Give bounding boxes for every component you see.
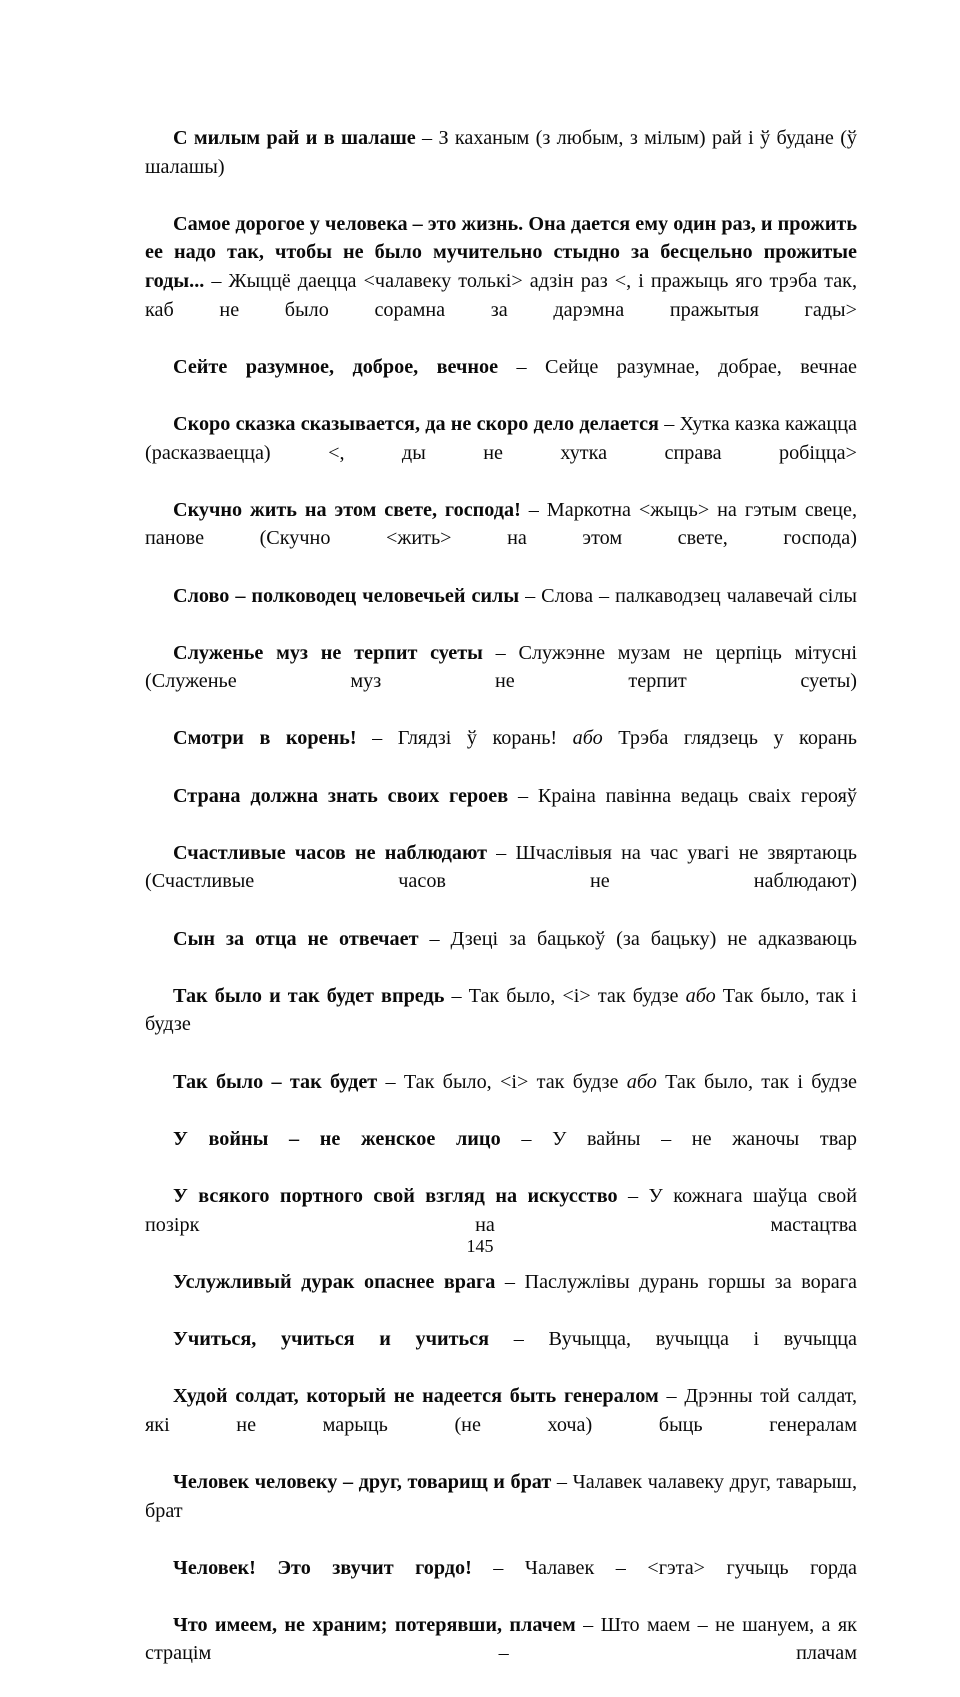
dictionary-entry	[145, 410, 857, 496]
entry-separator: –	[498, 355, 546, 378]
entry-separator: –	[356, 727, 398, 750]
dictionary-entry	[145, 1611, 857, 1697]
entry-translation: Краіна павінна ведаць сваіх герояў	[537, 784, 858, 807]
entry-translation: З каханым (з любым, з мілым) рай і ў будане (ў шалашы)	[145, 127, 858, 178]
entry-separator: –	[418, 927, 451, 950]
entry-headword: Скоро сказка сказывается, да не скоро дело делается	[173, 412, 659, 435]
entry-headword: Счастливые часов не наблюдают	[173, 841, 488, 864]
entry-translation: Служэнне музам не церпіць мітусні (Служенье муз не терпит суеты)	[145, 641, 858, 693]
dictionary-entry	[145, 1268, 857, 1325]
dictionary-entry	[145, 639, 857, 725]
entry-separator: –	[495, 1270, 525, 1293]
entry-separator: –	[377, 1070, 404, 1093]
entry-translation: У вайны – не жаночы твар	[552, 1127, 858, 1150]
entry-headword: Услужливый дурак опаснее врага	[173, 1270, 496, 1293]
entry-separator: –	[487, 841, 516, 864]
entry-headword: Сейте разумное, доброе, вечное	[173, 355, 499, 378]
entry-translation: Слова – палкаводзец чалавечай сілы	[541, 584, 857, 607]
entry-headword: Что имеем, не храним; потерявши, плачем	[173, 1613, 576, 1636]
entry-headword: Слово – полководец человечьей силы	[173, 584, 520, 607]
entry-translation: Чалавек – <гэта> гучыць горда	[524, 1556, 857, 1579]
entry-separator: –	[519, 584, 542, 607]
entry-headword: У всякого портного свой взгляд на искусство	[173, 1184, 618, 1207]
entry-headword: Человек человеку – друг, товарищ и брат	[173, 1470, 552, 1493]
entry-translation: Хутка казка кажацца (расказваецца) <, ды не хутка справа робіцца>	[145, 412, 857, 464]
entry-headword: Самое дорогое у человека – это жизнь. Она дается ему один раз, и прожить ее надо так, чтобы не было мучительно стыдно за бесцельно прожитые годы...	[145, 212, 857, 292]
dictionary-entry	[145, 496, 857, 582]
entry-translation: Жыццё даецца <чалавеку толькі> адзін раз <, і пражыць яго трэба так, каб не было сорамна за дарэмна пражытыя гады>	[145, 269, 858, 321]
entry-translation-post: Так было, так і будзе	[656, 1070, 857, 1093]
entry-separator: –	[482, 641, 519, 664]
entry-translation: Чалавек чалавеку друг, таварыш, брат	[145, 1470, 857, 1522]
dictionary-entry	[145, 839, 857, 925]
dictionary-entry	[145, 582, 857, 639]
page-number: 145	[466, 1236, 494, 1256]
entry-translation: Маркотна <жыць> на гэтым свеце, панове (Скучно <жить> на этом свете, господа)	[145, 498, 857, 550]
entry-headword: Смотри в корень!	[173, 727, 357, 750]
dictionary-entry	[145, 925, 857, 982]
dictionary-entry	[145, 124, 857, 210]
entry-list	[145, 124, 857, 1697]
dictionary-entry	[145, 1468, 857, 1554]
entry-translation: Дзеці за бацькоў (за бацьку) не адказваюць	[450, 927, 857, 950]
entry-translation-pre: Так было, <і> так будзе	[468, 984, 686, 1007]
entry-translation-pre: Глядзі ў корань!	[397, 727, 573, 750]
entry-separator: –	[500, 1127, 553, 1150]
entry-headword: Служенье муз не терпит суеты	[173, 641, 483, 664]
dictionary-entry	[145, 1325, 857, 1382]
entry-separator: –	[658, 412, 680, 435]
entry-translation: Дрэнны той салдат, які не марыць (не хоча) быць генералам	[145, 1385, 857, 1436]
entry-headword: Худой солдат, который не надеется быть генералом	[173, 1385, 659, 1408]
entry-separator: –	[551, 1470, 573, 1493]
dictionary-entry	[145, 782, 857, 839]
dictionary-entry	[145, 1554, 857, 1611]
entry-translation: У кожнага шаўца свой позірк на мастацтва	[145, 1184, 858, 1236]
entry-translation-alt-marker: або	[626, 1070, 657, 1093]
entry-headword: Учиться, учиться и учиться	[173, 1327, 490, 1350]
dictionary-entry	[145, 1125, 857, 1182]
entry-separator: –	[520, 498, 547, 521]
entry-translation: Што маем – не шануем, а як страцім – плачам	[145, 1613, 857, 1665]
entry-headword: У войны – не женское лицо	[173, 1127, 501, 1150]
entry-separator: –	[575, 1613, 601, 1636]
dictionary-entry	[145, 353, 857, 410]
entry-separator: –	[489, 1327, 549, 1350]
entry-translation-alt-marker: або	[572, 727, 603, 750]
entry-separator: –	[617, 1184, 649, 1207]
dictionary-entry	[145, 210, 857, 353]
entry-headword: Скучно жить на этом свете, господа!	[173, 498, 521, 521]
entry-separator: –	[508, 784, 538, 807]
entry-separator: –	[471, 1556, 525, 1579]
entry-translation-post: Так было, так і будзе	[145, 984, 858, 1036]
entry-separator: –	[415, 127, 439, 149]
entry-translation: Вучыцца, вучыцца і вучыцца	[548, 1327, 858, 1350]
dictionary-entry	[145, 982, 857, 1068]
entry-separator: –	[444, 984, 469, 1007]
entry-translation-post: Трэба глядзець у корань	[602, 727, 858, 750]
entry-headword: Так было – так будет	[173, 1070, 378, 1093]
entry-headword: Сын за отца не отвечает	[173, 927, 419, 950]
entry-translation: Шчаслівыя на час увагі не звяртаюць (Счастливые часов не наблюдают)	[145, 841, 857, 893]
dictionary-entry	[145, 1068, 857, 1125]
entry-translation-pre: Так было, <і> так будзе	[403, 1070, 627, 1093]
dictionary-entry	[145, 1382, 857, 1468]
entry-translation: Сейце разумнае, добрае, вечнае	[545, 355, 858, 378]
entry-translation-alt-marker: або	[685, 984, 716, 1007]
entry-headword: С милым рай и в шалаше	[173, 127, 416, 149]
entry-headword: Страна должна знать своих героев	[173, 784, 509, 807]
entry-translation: Паслужлівы дурань горшы за ворага	[524, 1270, 857, 1293]
entry-separator: –	[204, 269, 229, 292]
dictionary-entry	[145, 724, 857, 781]
entry-headword: Человек! Это звучит гордо!	[173, 1556, 472, 1579]
entry-headword: Так было и так будет впредь	[173, 984, 445, 1007]
entry-separator: –	[658, 1385, 685, 1408]
